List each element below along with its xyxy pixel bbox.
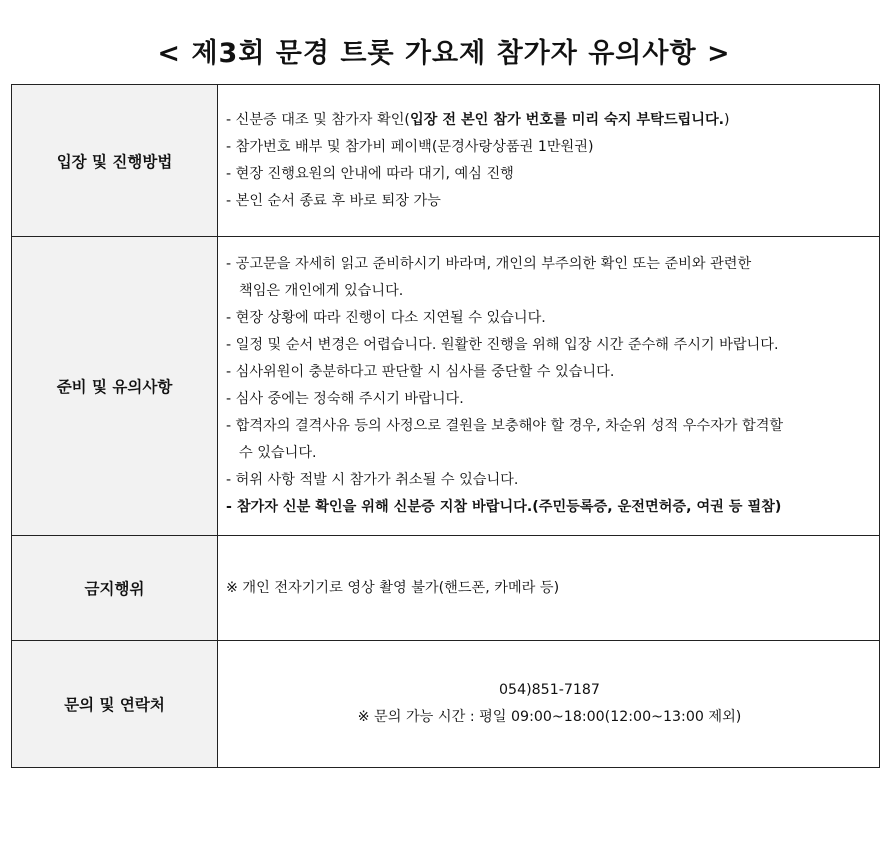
- list-item: - 심사 중에는 정숙해 주시기 바랍니다.: [226, 391, 464, 407]
- list-item: - 현장 진행요원의 안내에 따라 대기, 예심 진행: [226, 165, 514, 182]
- list-item: [226, 107, 873, 134]
- list-item: - 본인 순서 종료 후 바로 퇴장 가능: [226, 192, 441, 209]
- list-item-continuation: 책임은 개인에게 있습니다.: [239, 283, 404, 299]
- list-item-emphasis: 입장 전 본인 참가 번호를 미리 숙지 부탁드립니다.: [409, 111, 725, 128]
- section-heading: 준비 및 유의사항: [12, 237, 218, 536]
- list-item: - 공고문을 자세히 읽고 준비하시기 바라며, 개인의 부주의한 확인 또는 준비와 관련한: [226, 256, 752, 272]
- list-item: - 심사위원이 충분하다고 판단할 시 심사를 중단할 수 있습니다.: [226, 364, 615, 380]
- section-precautions: [12, 237, 880, 536]
- list-item-continuation: 수 있습니다.: [239, 445, 317, 461]
- list-item: - 합격자의 결격사유 등의 사정으로 결원을 보충해야 할 경우, 차순위 성적 우수자가 합격할: [226, 418, 784, 434]
- section-heading: 입장 및 진행방법: [12, 85, 218, 237]
- section-entry: [12, 85, 880, 237]
- list-item-text: ): [724, 111, 730, 128]
- list-item-text: - 신분증 대조 및 참가자 확인(: [226, 111, 410, 128]
- section-heading: 금지행위: [12, 536, 218, 641]
- contact-hours: ※ 문의 가능 시간 : 평일 09:00~18:00(12:00~13:00 제외): [357, 709, 742, 725]
- list-item-emphasis: - 참가자 신분 확인을 위해 신분증 지참 바랍니다.(주민등록증, 운전면허증, 여권 등 필참): [226, 499, 782, 515]
- contact-phone: 054)851-7187: [499, 682, 600, 698]
- list-item: - 현장 상황에 따라 진행이 다소 지연될 수 있습니다.: [226, 310, 546, 326]
- notice-table: [11, 84, 880, 768]
- section-body: [218, 237, 880, 536]
- section-body: [218, 85, 880, 237]
- list-item: - 허위 사항 적발 시 참가가 취소될 수 있습니다.: [226, 472, 519, 488]
- page-title: < 제3회 문경 트롯 가요제 참가자 유의사항 >: [157, 38, 731, 69]
- section-heading: 문의 및 연락처: [12, 641, 218, 768]
- contact-body: [218, 641, 880, 768]
- list-item: ※ 개인 전자기기로 영상 촬영 불가(핸드폰, 카메라 등): [226, 579, 560, 596]
- section-body: [218, 536, 880, 641]
- list-item: - 참가번호 배부 및 참가비 페이백(문경사랑상품권 1만원권): [226, 138, 594, 155]
- section-contact: [12, 641, 880, 768]
- section-prohibited: [12, 536, 880, 641]
- list-item: - 일정 및 순서 변경은 어렵습니다. 원활한 진행을 위해 입장 시간 준수해 주시기 바랍니다.: [226, 337, 779, 353]
